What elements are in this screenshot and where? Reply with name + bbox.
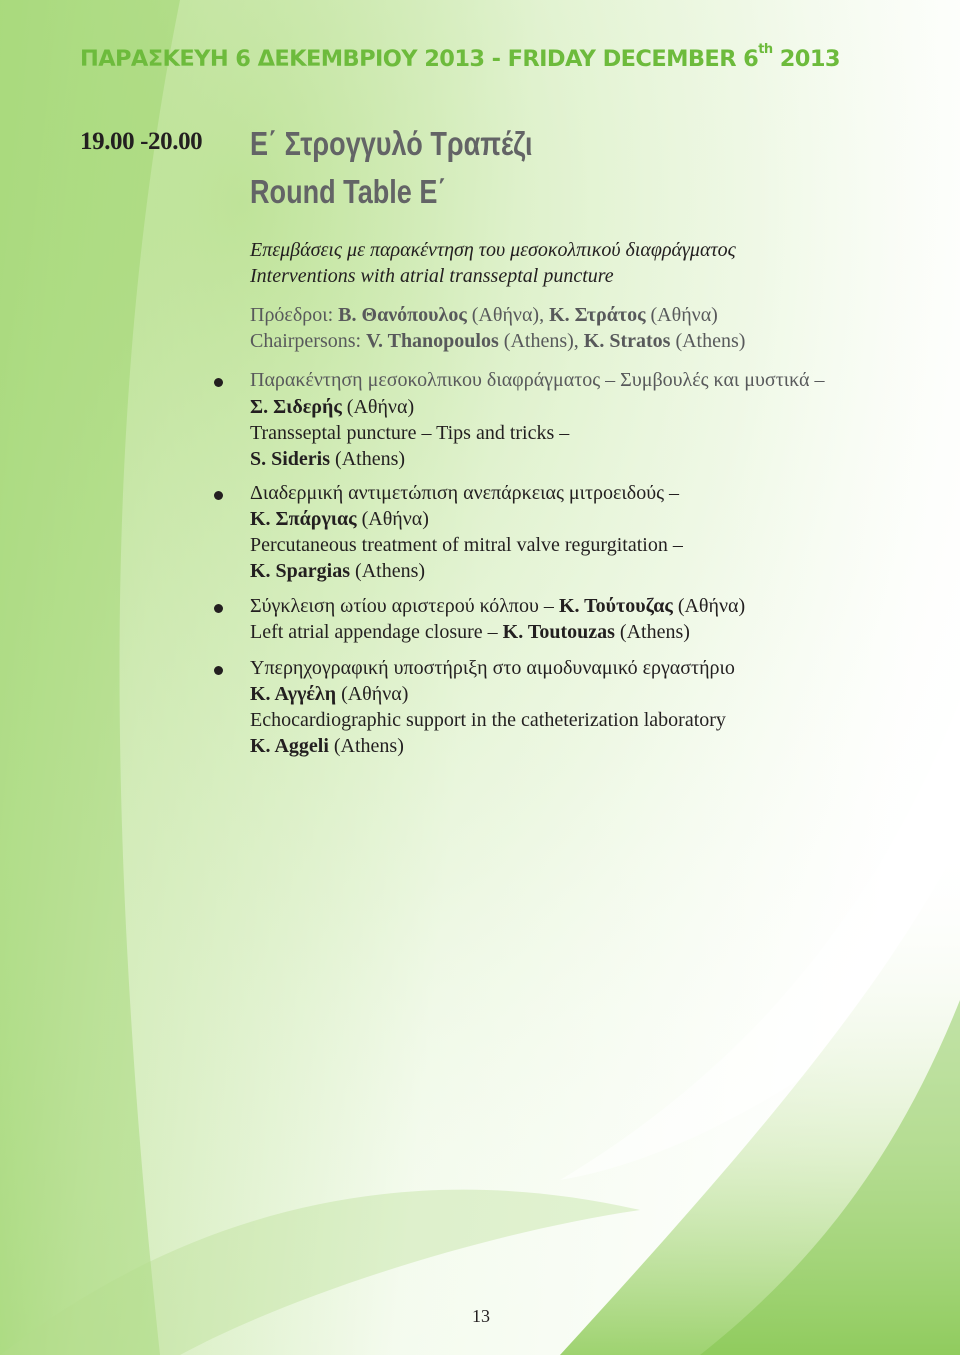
talk-1-speaker-english: S. Sideris (Athens) — [250, 448, 406, 470]
talk-3-line-english: Left atrial appendage closure – K. Toutouzas (Athens) — [250, 621, 690, 643]
topic-english: Interventions with atrial transseptal puncture — [250, 265, 614, 287]
chairpersons-greek: Πρόεδροι: Β. Θανόπουλος (Αθήνα), Κ. Στράτος (Αθήνα) — [250, 304, 718, 326]
page-number: 13 — [472, 1306, 490, 1326]
chair1-greek: Β. Θανόπουλος — [338, 304, 467, 326]
session-title-english: Round Table E΄ — [250, 173, 447, 210]
talk-4-speaker-greek: Κ. Αγγέλη (Αθήνα) — [250, 683, 409, 705]
talk-3-line-greek: Σύγκλειση ωτίου αριστερού κόλπου – Κ. Τούτουζας (Αθήνα) — [250, 595, 746, 617]
talk-2-title-greek: Διαδερμική αντιμετώπιση ανεπάρκειας μιτροειδούς – — [250, 482, 680, 504]
talk-1-title-english: Transseptal puncture – Tips and tricks – — [250, 422, 570, 444]
talk-1-title-greek: Παρακέντηση μεσοκολπικου διαφράγματος – Συμβουλές και μυστικά – — [250, 369, 825, 391]
talk-1-speaker-greek: Σ. Σιδερής (Αθήνα) — [250, 396, 415, 418]
talk-4-speaker-english: K. Aggeli (Athens) — [250, 735, 404, 757]
bullet-icon — [214, 666, 223, 675]
chair2-english: K. Stratos — [583, 330, 671, 352]
topic-greek: Επεμβάσεις με παρακέντηση του μεσοκολπικού διαφράγματος — [250, 239, 736, 261]
bullet-icon — [214, 604, 223, 613]
talk-4-title-english: Echocardiographic support in the catheterization laboratory — [250, 709, 726, 731]
talk-2-speaker-greek: Κ. Σπάργιας (Αθήνα) — [250, 508, 429, 530]
date-header-sup: th — [758, 42, 773, 57]
bullet-icon — [214, 378, 223, 387]
session-time: 19.00 -20.00 — [80, 128, 203, 155]
bullet-icon — [214, 491, 223, 500]
talk-4-title-greek: Υπερηχογραφική υποστήριξη στο αιμοδυναμικό εργαστήριο — [250, 657, 735, 679]
talk-2-title-english: Percutaneous treatment of mitral valve regurgitation – — [250, 534, 683, 556]
date-header: ΠΑΡΑΣΚΕΥΗ 6 ΔΕΚΕΜΒΡΙΟΥ 2013 - FRIDAY DECEMBER 6th 2013 — [80, 42, 840, 72]
chair1-english: V. Thanopoulos — [366, 330, 499, 352]
talk-2-speaker-english: K. Spargias (Athens) — [250, 560, 426, 582]
chairpersons-english: Chairpersons: V. Thanopoulos (Athens), K. Stratos (Athens) — [250, 330, 746, 352]
chair2-greek: Κ. Στράτος — [549, 304, 646, 326]
session-title-greek: Ε΄ Στρογγυλό Τραπέζι — [250, 125, 533, 162]
